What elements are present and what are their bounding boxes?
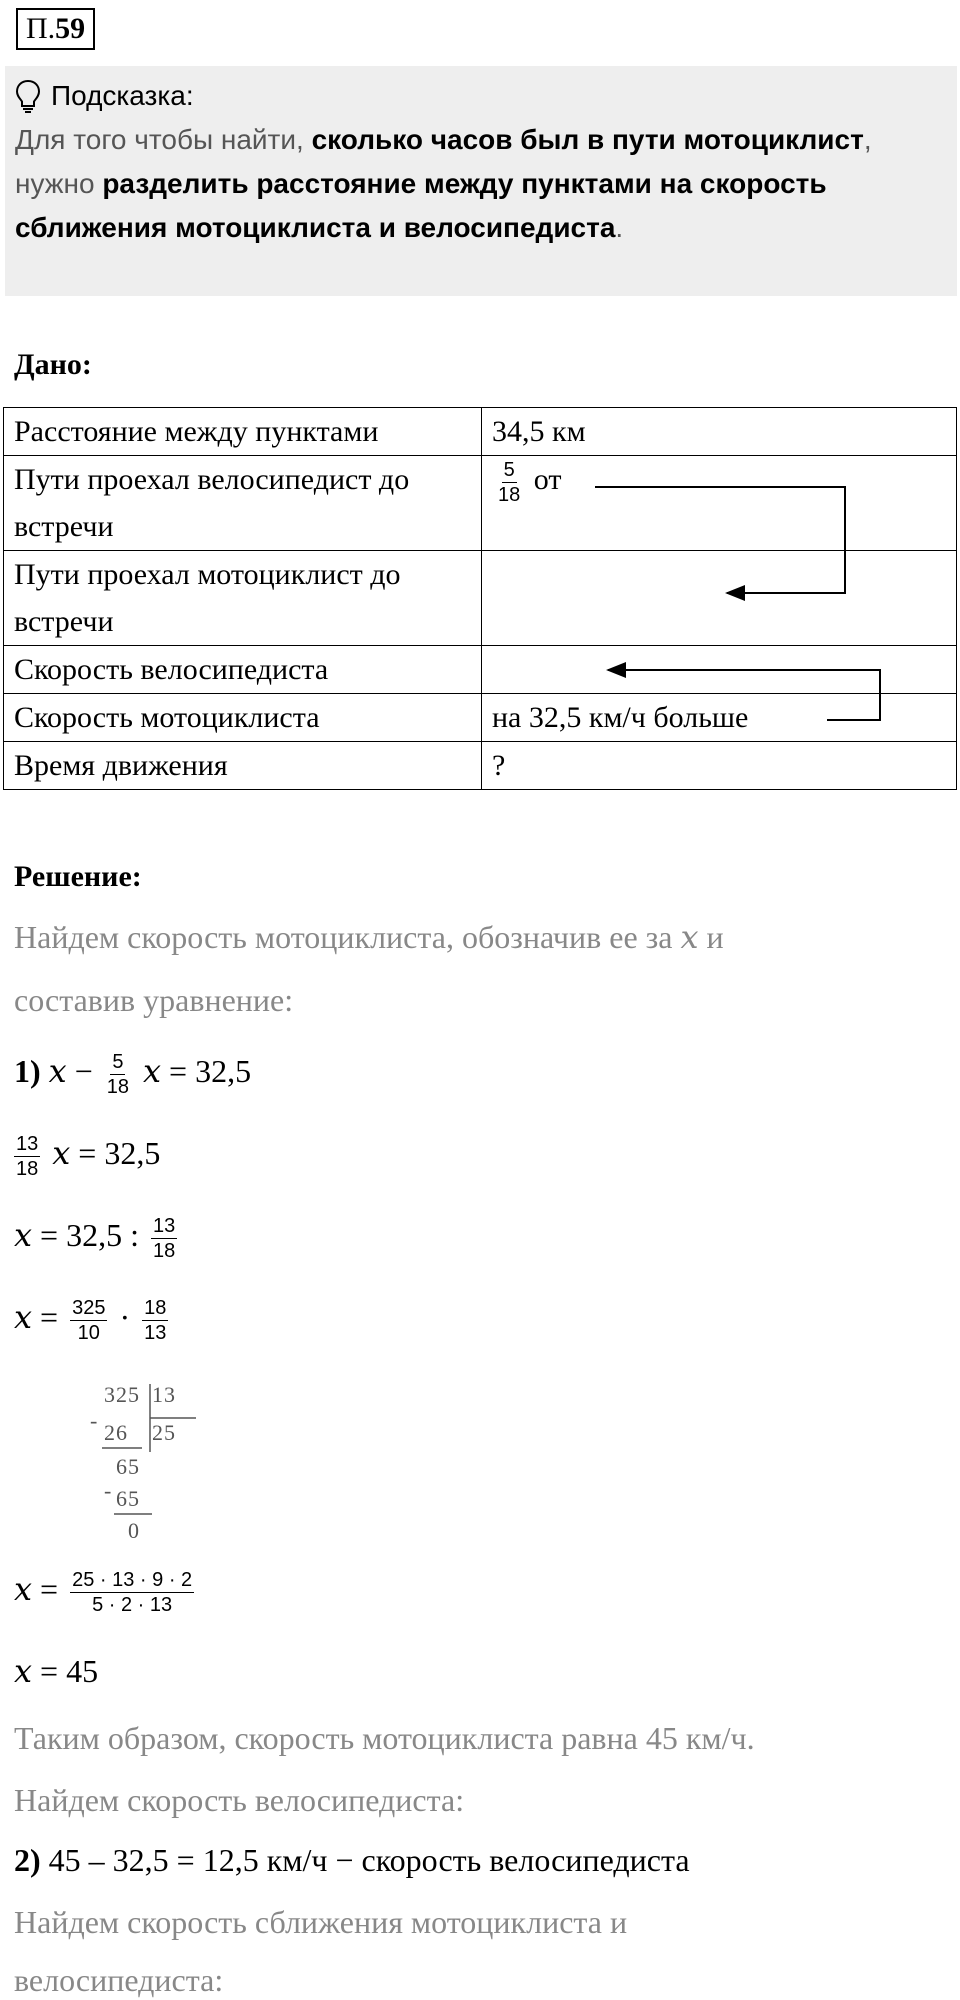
problem-number [16, 8, 95, 50]
hint-part-bold: разделить расстояние между пунктами на скорость сближения мотоциклиста и велосипедиста [15, 168, 827, 243]
fraction [496, 458, 522, 507]
table-row [4, 646, 957, 694]
intro-4-line-2: велосипедиста: [14, 1962, 224, 1998]
fraction-denominator: 18 [16, 1158, 39, 1180]
equation-rhs: = 32,5 [169, 1052, 252, 1089]
variable-x: x [52, 1133, 71, 1172]
given-label: Скорость мотоциклиста [4, 694, 482, 742]
fraction-denominator: 18 [498, 483, 521, 506]
equation-6 [14, 1652, 98, 1690]
variable-x: x [680, 918, 699, 956]
divisor: 13 [152, 1382, 176, 1407]
equation-rhs: = 32,5 : [40, 1216, 139, 1253]
step-label: 1) [14, 1052, 41, 1089]
fraction-numerator: 13 [152, 1215, 176, 1237]
hint-text [15, 118, 947, 250]
variable-x: x [143, 1051, 162, 1090]
minus-sign: - [90, 1408, 99, 1433]
hint-part: Для того чтобы найти, [15, 124, 312, 155]
subtrahend: 65 [116, 1486, 140, 1511]
given-value [482, 551, 957, 646]
given-value [482, 646, 957, 694]
text: Найдем скорость мотоциклиста, обозначив ее за [14, 919, 673, 955]
given-label: Расстояние между пунктами [4, 408, 482, 456]
fraction-numerator: 5 [503, 458, 515, 481]
solution-intro-line-1 [14, 918, 724, 956]
fraction [151, 1214, 177, 1263]
given-value [482, 456, 957, 551]
fraction-numerator: 5 [112, 1051, 124, 1073]
table-row [4, 742, 957, 790]
fraction-denominator: 5 · 2 · 13 [92, 1594, 173, 1616]
remainder: 0 [128, 1518, 140, 1543]
dividend: 325 [104, 1382, 140, 1407]
fraction [105, 1050, 131, 1099]
remainder: 65 [116, 1454, 140, 1479]
variable-x: x [14, 1215, 33, 1254]
equation-rhs: = 32,5 [78, 1134, 161, 1171]
step-label: 2) [14, 1842, 41, 1878]
table-row [4, 694, 957, 742]
lightbulb-icon [15, 79, 41, 113]
fraction [142, 1296, 168, 1345]
given-value-text: от [533, 463, 562, 496]
problem-number-value: 59 [55, 12, 86, 45]
fraction-numerator: 25 · 13 · 9 · 2 [72, 1569, 193, 1591]
fraction-denominator: 13 [144, 1322, 167, 1344]
equation-4: x = $\frac{325}{10}$ · $\frac{18}{13}$ [14, 1297, 167, 1344]
fraction [70, 1568, 194, 1617]
given-value: 34,5 км [482, 408, 957, 456]
given-label: Время движения [4, 742, 482, 790]
fraction-numerator: 325 [72, 1297, 106, 1319]
minus-sign: - [104, 1478, 113, 1503]
hint-part-bold: сколько часов был в пути мотоциклист [311, 124, 864, 155]
step-text: 45 – 32,5 = 12,5 км/ч − скорость велосипедиста [48, 1842, 690, 1878]
variable-x: x [14, 1569, 33, 1608]
solution-title: Решение: [14, 860, 142, 893]
hint-part: , нужно [15, 124, 872, 199]
given-label: Скорость велосипедиста [4, 646, 482, 694]
table-row [4, 551, 957, 646]
text: и [706, 919, 724, 955]
fraction-denominator: 10 [77, 1322, 100, 1344]
equation-rhs: = 45 [40, 1653, 99, 1689]
long-division [90, 1382, 200, 1542]
hint-box [5, 66, 957, 296]
hint-header [15, 74, 947, 118]
table-row [4, 408, 957, 456]
equation-5: x = $\frac{25 \cdot 13 \cdot 9 \cdot 2}{5 \cdot 2 \cdot 13}$ [14, 1569, 193, 1616]
variable-x: x [48, 1051, 67, 1090]
table-row [4, 456, 957, 551]
conclusion-1: Таким образом, скорость мотоциклиста равна 45 км/ч. [14, 1720, 755, 1756]
subtrahend: 26 [104, 1420, 128, 1445]
fraction [14, 1132, 40, 1181]
quotient: 25 [152, 1420, 176, 1445]
intro-4-line-1: Найдем скорость сближения мотоциклиста и [14, 1904, 628, 1940]
fraction [70, 1296, 107, 1345]
problem-prefix: П. [26, 12, 56, 45]
fraction-numerator: 13 [16, 1133, 39, 1155]
fraction-denominator: 18 [152, 1240, 176, 1262]
given-table [3, 407, 957, 790]
given-title: Дано: [14, 348, 92, 381]
given-value: ? [482, 742, 957, 790]
fraction-numerator: 18 [144, 1297, 167, 1319]
intro-3: Найдем скорость велосипедиста: [14, 1782, 465, 1818]
solution-intro-line-2: составив уравнение: [14, 982, 294, 1018]
equation-1: 1) x − $\frac{5}{18}$ x = 32,5 [14, 1051, 252, 1098]
variable-x: x [14, 1297, 33, 1336]
step-2 [14, 1842, 690, 1879]
hint-part: . [615, 212, 624, 243]
given-label: Пути проехал мотоциклист до встречи [4, 551, 482, 646]
division-lines [90, 1382, 200, 1542]
given-value: на 32,5 км/ч больше [482, 694, 957, 742]
variable-x: x [14, 1652, 33, 1690]
given-label: Пути проехал велосипедист до встречи [4, 456, 482, 551]
hint-title: Подсказка: [51, 80, 194, 111]
equation-3 [14, 1214, 181, 1263]
fraction-denominator: 18 [106, 1076, 129, 1098]
equation-2 [14, 1132, 160, 1181]
